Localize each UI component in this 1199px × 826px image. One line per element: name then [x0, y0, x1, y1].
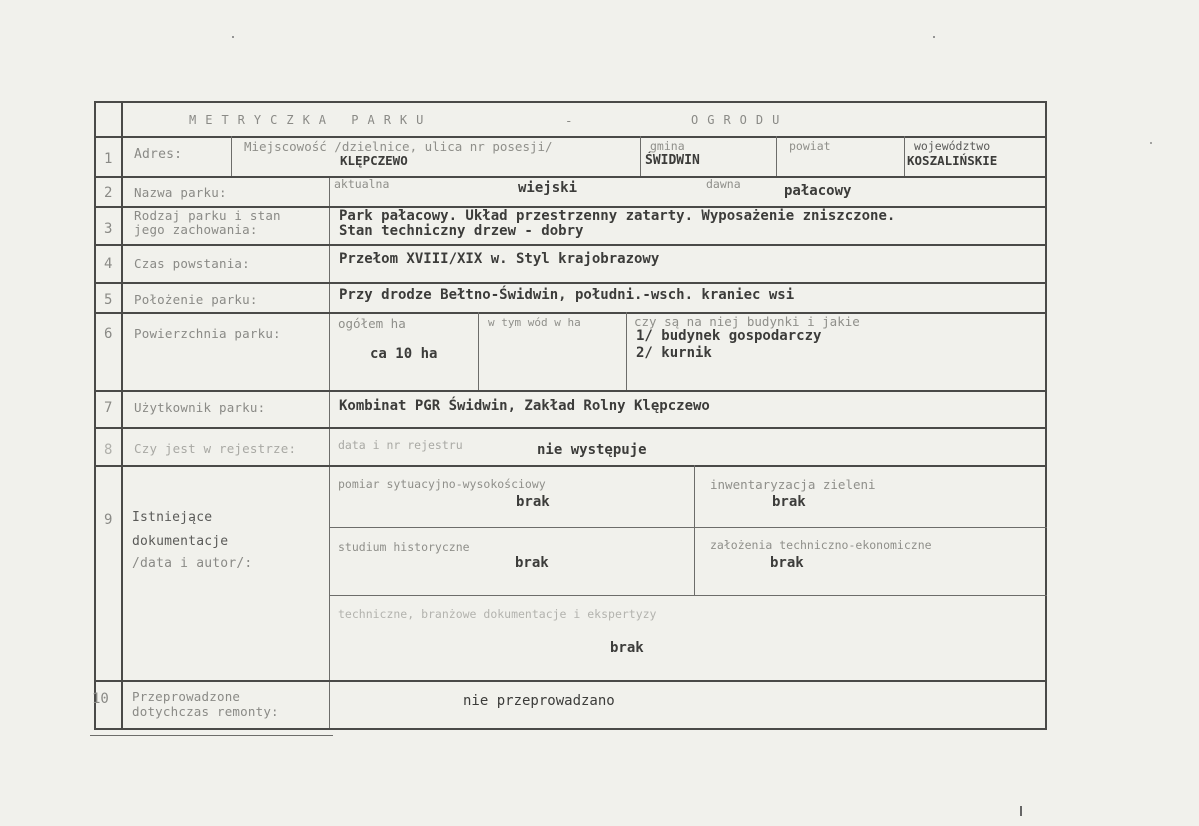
buildings-label: czy są na niej budynki i jakie — [634, 314, 860, 329]
register-label: Czy jest w rejestrze: — [134, 441, 297, 456]
cell-divider — [694, 465, 695, 595]
former-name-value: pałacowy — [784, 183, 852, 199]
park-type-label-line1: Rodzaj parku i stan — [134, 208, 281, 223]
row-separator — [94, 244, 1047, 246]
total-area-value: ca 10 ha — [370, 346, 438, 362]
register-date-label: data i nr rejestru — [338, 438, 463, 452]
tech-econ-value: brak — [770, 555, 804, 571]
location-value: Przy drodze Bełtno-Świdwin, południ.-wsch. kraniec wsi — [339, 287, 795, 303]
water-area-label: w tym wód w ha — [488, 316, 581, 329]
register-value: nie występuje — [537, 442, 647, 458]
creation-time-label: Czas powstania: — [134, 256, 250, 271]
building-item-1: 1/ budynek gospodarczy — [636, 328, 822, 344]
form-title-right: OGRODU — [691, 113, 789, 127]
gmina-value: ŚWIDWIN — [645, 153, 700, 168]
label-column-divider — [329, 176, 330, 728]
frame-left — [94, 101, 96, 730]
paper-speck — [933, 36, 935, 38]
current-name-value: wiejski — [518, 180, 578, 196]
renovations-value: nie przeprowadzano — [463, 693, 615, 709]
greenery-inventory-value: brak — [772, 494, 806, 510]
total-area-label: ogółem ha — [338, 316, 406, 331]
form-card — [94, 101, 1047, 730]
historical-study-label: studium historyczne — [338, 540, 470, 554]
gmina-label: gmina — [650, 139, 685, 153]
wojewodztwo-value: KOSZALIŃSKIE — [907, 153, 998, 168]
row-separator — [94, 312, 1047, 314]
row-separator — [94, 680, 1047, 682]
frame-top — [94, 101, 1047, 103]
form-title-left: METRYCZKA PARKU — [189, 113, 433, 127]
documents-label-line2: dokumentacje — [132, 534, 229, 549]
park-type-value-line2: Stan techniczny drzew - dobry — [339, 223, 584, 239]
row-number: 1 — [104, 151, 113, 167]
location-label: Położenie parku: — [134, 292, 258, 307]
area-label: Powierzchnia parku: — [134, 326, 281, 341]
address-label: Adres: — [134, 147, 183, 162]
technical-docs-value: brak — [610, 640, 644, 656]
row-separator — [94, 282, 1047, 284]
park-type-label-line2: jego zachowania: — [134, 222, 258, 237]
renovations-label-line2: dotychczas remonty: — [132, 704, 279, 719]
park-name-label: Nazwa parku: — [134, 185, 227, 200]
survey-label: pomiar sytuacyjno-wysokościowy — [338, 477, 546, 491]
historical-study-value: brak — [515, 555, 549, 571]
row-number: 10 — [92, 691, 109, 707]
frame-bottom — [94, 728, 1047, 730]
row-separator — [94, 427, 1047, 429]
row-separator — [94, 390, 1047, 392]
frame-right — [1045, 101, 1047, 730]
paper-speck — [232, 36, 234, 38]
cell-divider — [776, 136, 777, 176]
row-number: 9 — [104, 512, 113, 528]
number-column-divider — [121, 101, 123, 730]
technical-docs-label: techniczne, branżowe dokumentacje i ekspertyzy — [338, 607, 657, 621]
tech-econ-label: założenia techniczno-ekonomiczne — [710, 538, 932, 552]
row-separator — [330, 595, 1047, 596]
powiat-label: powiat — [789, 139, 831, 153]
bottom-stub-line — [90, 735, 333, 736]
row-number: 8 — [104, 442, 113, 458]
former-name-label: dawna — [706, 177, 741, 191]
row-number: 5 — [104, 292, 113, 308]
row-separator — [94, 465, 1047, 467]
cell-divider — [231, 136, 232, 176]
renovations-label-line1: Przeprowadzone — [132, 689, 241, 704]
form-title-dash: - — [565, 113, 573, 128]
cell-divider — [478, 312, 479, 390]
creation-time-value: Przełom XVIII/XIX w. Styl krajobrazowy — [339, 251, 660, 267]
park-type-value-line1: Park pałacowy. Układ przestrzenny zatarty. Wyposażenie zniszczone. — [339, 208, 896, 224]
park-user-label: Użytkownik parku: — [134, 400, 266, 415]
current-name-label: aktualna — [334, 177, 390, 191]
paper-speck — [1150, 142, 1152, 144]
row-number: 2 — [104, 185, 113, 201]
documents-label-line3: /data i autor/: — [132, 556, 253, 571]
greenery-inventory-label: inwentaryzacja zieleni — [710, 477, 876, 492]
documents-label-line1: Istniejące — [132, 510, 213, 525]
miejscowosc-value: KLĘPCZEWO — [340, 153, 408, 168]
paper-speck — [1020, 806, 1022, 816]
survey-value: brak — [516, 494, 550, 510]
miejscowosc-label: Miejscowość /dzielnice, ulica nr posesji/ — [244, 139, 553, 154]
building-item-2: 2/ kurnik — [636, 345, 712, 361]
row-number: 7 — [104, 400, 113, 416]
cell-divider — [904, 136, 905, 176]
row-number: 3 — [104, 221, 113, 237]
wojewodztwo-label: województwo — [914, 139, 991, 153]
row-number: 4 — [104, 256, 113, 272]
row-number: 6 — [104, 326, 113, 342]
cell-divider — [626, 312, 627, 390]
park-user-value: Kombinat PGR Świdwin, Zakład Rolny Klępczewo — [339, 398, 710, 414]
row-separator — [330, 527, 1047, 528]
row-separator — [94, 176, 1047, 178]
cell-divider — [640, 136, 641, 176]
